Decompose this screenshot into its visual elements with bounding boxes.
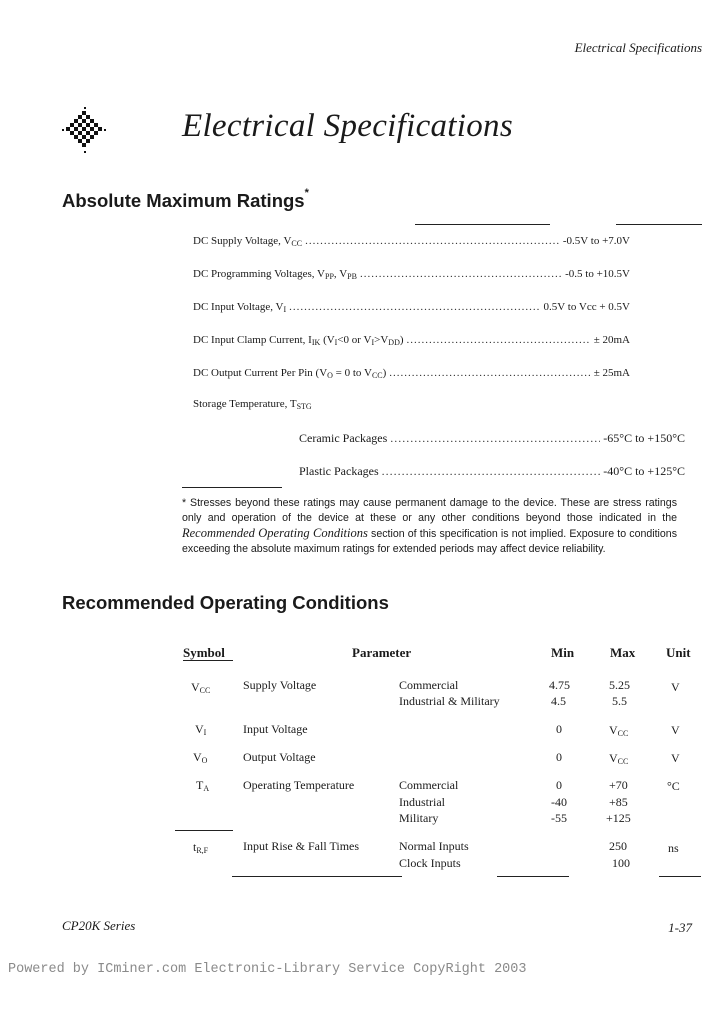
rating-value: -0.5V to +7.0V — [562, 235, 630, 247]
rating-value: -40°C to +125°C — [603, 464, 685, 478]
footnote-marker: * — [304, 186, 309, 199]
table-cell-symbol: $t_{R,F}$ — [193, 840, 209, 855]
header-underline — [183, 660, 233, 661]
table-cell-condition: Normal Inputs — [399, 839, 469, 853]
column-header-min: Min — [551, 645, 575, 660]
table-cell-unit: ns — [668, 841, 679, 855]
table-bottom-rule — [659, 876, 701, 877]
row-divider — [175, 830, 233, 831]
table-cell-min: 0 — [556, 778, 562, 792]
table-cell-parameter: Supply Voltage — [243, 678, 317, 692]
table-cell-max: $V_{CC}$ — [609, 751, 629, 766]
table-cell-unit: °C — [667, 779, 680, 793]
table-cell-max: 5.5 — [612, 694, 627, 708]
table-cell-max: $V_{CC}$ — [609, 723, 629, 738]
table-cell-max: 250 — [609, 839, 627, 853]
rating-row: DC Output Current Per Pin ($V_O = 0$ to $V_{CC}$) ..... ± 25mA — [193, 367, 630, 380]
table-bottom-rule — [232, 876, 402, 877]
rating-row: DC Supply Voltage, $V_{CC}$ ..... -0.5V to +7.0V — [193, 235, 630, 248]
rating-value: -65°C to +150°C — [603, 431, 685, 445]
table-cell-min: 0 — [556, 750, 562, 764]
column-header-max: Max — [610, 645, 636, 660]
page-number: 1-37 — [668, 920, 692, 935]
table-cell-unit: V — [671, 751, 680, 765]
rating-value: 0.5V to Vcc + 0.5V — [543, 301, 630, 313]
table-cell-symbol: $V_{CC}$ — [191, 680, 211, 695]
table-cell-condition: Clock Inputs — [399, 856, 461, 870]
checkered-logo-icon — [62, 107, 110, 155]
table-cell-condition: Commercial — [399, 678, 459, 692]
table-cell-max: 5.25 — [609, 678, 630, 692]
table-cell-max: +125 — [606, 811, 631, 825]
column-header-symbol: Symbol — [183, 645, 225, 660]
table-cell-max: +70 — [609, 778, 628, 792]
column-header-unit: Unit — [666, 645, 691, 660]
footnote-rule — [182, 487, 282, 488]
divider-rule — [415, 224, 550, 225]
recommended-conditions-heading: Recommended Operating Conditions — [62, 592, 389, 613]
table-cell-symbol: $V_O$ — [193, 750, 208, 765]
running-header: Electrical Specifications — [574, 40, 702, 55]
table-cell-parameter: Input Voltage — [243, 722, 308, 736]
divider-rule — [616, 224, 702, 225]
absolute-max-heading: Absolute Maximum Ratings* — [62, 186, 309, 211]
table-cell-min: -40 — [551, 795, 567, 809]
table-cell-parameter: Output Voltage — [243, 750, 316, 764]
table-cell-parameter: Operating Temperature — [243, 778, 355, 792]
table-cell-max: 100 — [612, 856, 630, 870]
table-cell-symbol: $V_I$ — [195, 722, 207, 737]
page-title: Electrical Specifications — [182, 108, 513, 144]
rating-value: -0.5 to +10.5V — [565, 268, 630, 280]
rating-row: DC Programming Voltages, $V_{PP}$, $V_{PB}$ ..... -0.5 to +10.5V — [193, 268, 630, 281]
rating-row: DC Input Clamp Current, $I_{IK}$ ($V_I<0$ or $V_I>V_{DD}$) ..... ± 20mA — [193, 334, 630, 347]
table-cell-parameter: Input Rise & Fall Times — [243, 839, 360, 853]
table-cell-unit: V — [671, 680, 680, 694]
rating-row: Ceramic Packages ..... -65°C to +150°C — [299, 431, 685, 446]
table-cell-condition: Military — [399, 811, 439, 825]
table-cell-condition: Commercial — [399, 778, 459, 792]
table-cell-condition: Industrial & Military — [399, 694, 500, 708]
table-cell-max: +85 — [609, 795, 628, 809]
column-header-parameter: Parameter — [352, 645, 412, 660]
table-cell-unit: V — [671, 723, 680, 737]
rating-row: Plastic Packages ..... -40°C to +125°C — [299, 464, 685, 479]
table-cell-min: 4.5 — [551, 694, 566, 708]
rating-row: DC Input Voltage, $V_I$ ..... 0.5V to Vcc + 0.5V — [193, 301, 630, 314]
watermark: Powered by ICminer.com Electronic-Library Service CopyRight 2003 — [8, 962, 527, 977]
rating-value: ± 20mA — [593, 334, 630, 346]
table-bottom-rule — [497, 876, 569, 877]
footnote: * Stresses beyond these ratings may cause permanent damage to the device. These are stress ratings only and operation of the device at these or any other conditions beyond those indicated in the Recommended Operating Conditions section of this specification is not implied. Exposure to conditions exceeding the absolute maximum ratings for extended periods may affect device reliability. — [182, 497, 677, 555]
storage-temperature-label: Storage Temperature, $T_{STG}$ — [193, 398, 312, 411]
table-cell-min: -55 — [551, 811, 567, 825]
rating-value: ± 25mA — [593, 367, 630, 379]
table-cell-min: 0 — [556, 722, 562, 736]
table-cell-condition: Industrial — [399, 795, 445, 809]
table-cell-min: 4.75 — [549, 678, 570, 692]
table-cell-symbol: $T_A$ — [196, 778, 210, 793]
footer-series: CP20K Series — [62, 918, 136, 933]
